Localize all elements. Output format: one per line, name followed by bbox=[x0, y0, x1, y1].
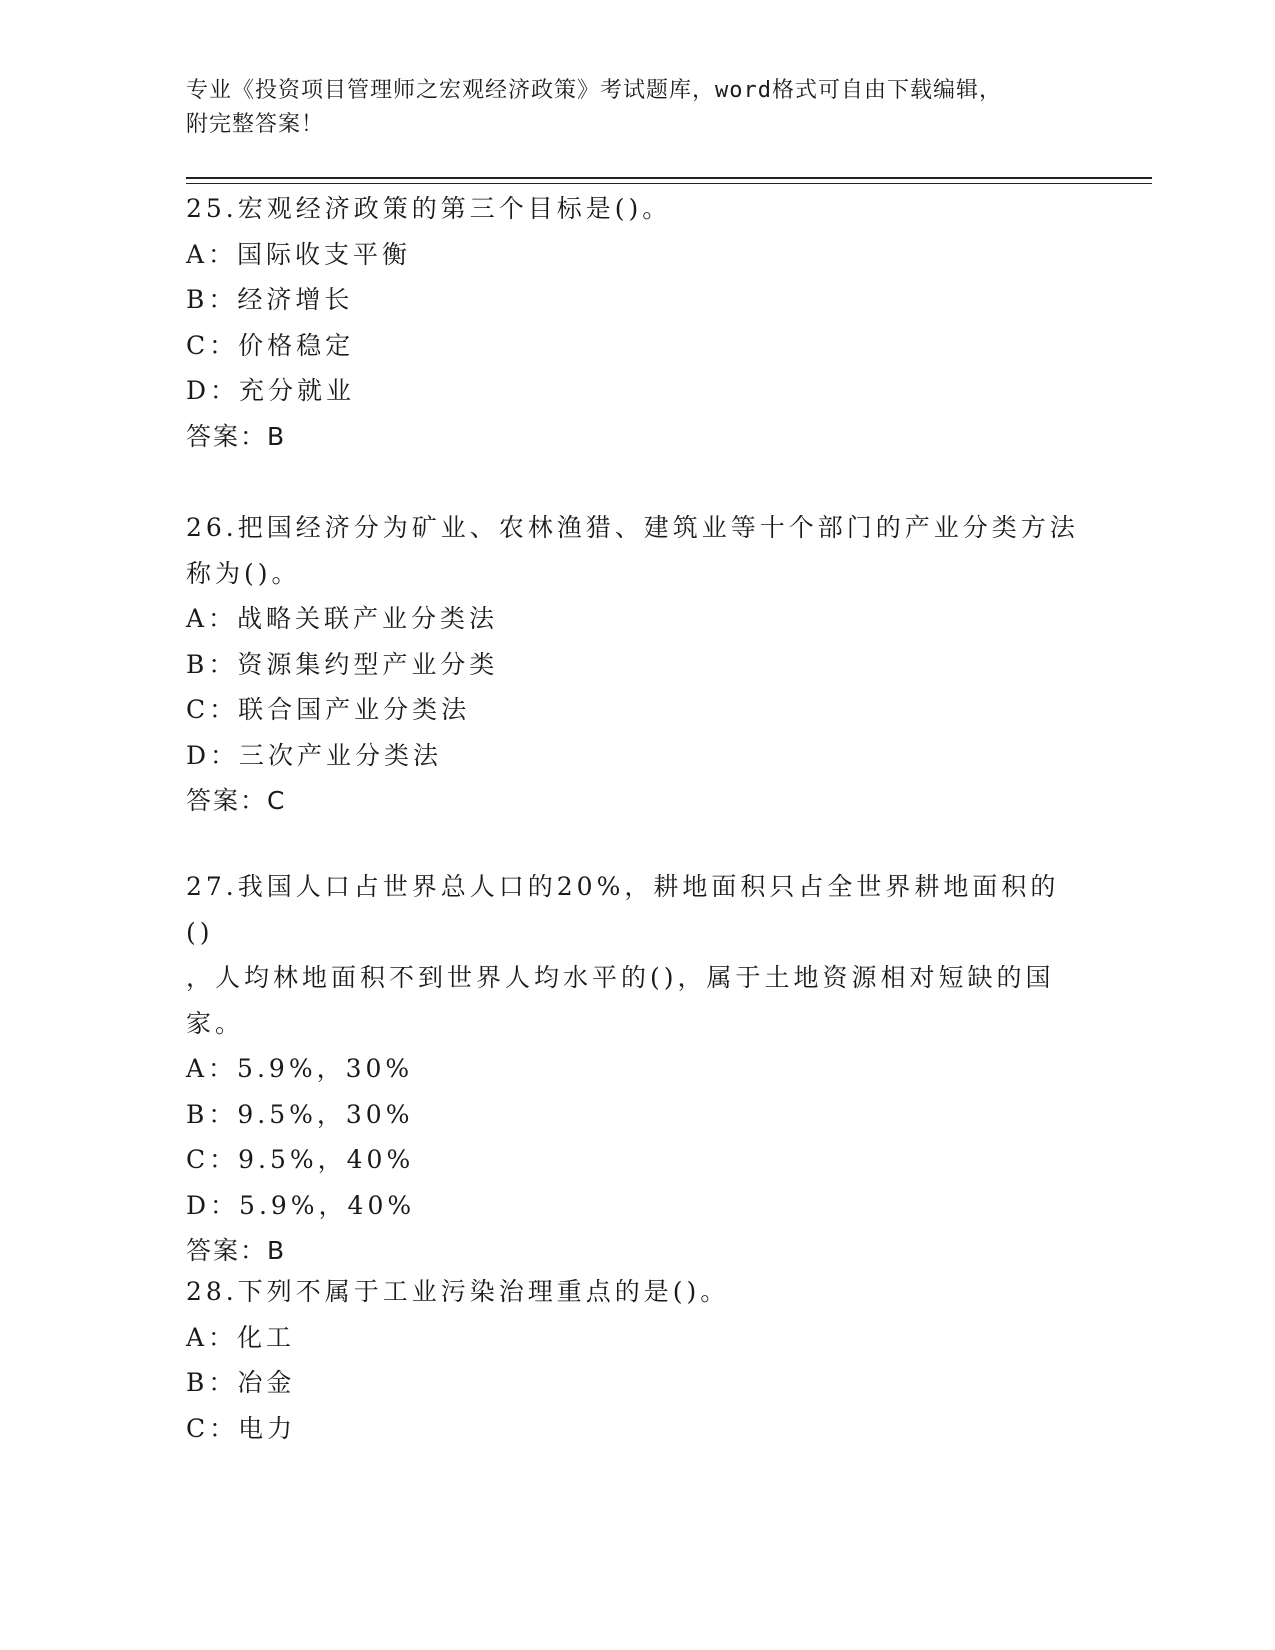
question-26 bbox=[186, 505, 1086, 824]
question-27 bbox=[186, 864, 1086, 1274]
question-stem: 28.下列不属于工业污染治理重点的是()。 bbox=[186, 1277, 730, 1306]
question-28 bbox=[186, 1269, 1086, 1451]
question-stem-line-1: 26.把国经济分为矿业、农林渔猎、建筑业等十个部门的产业分类方法 bbox=[186, 513, 1079, 542]
option-a: A：国际收支平衡 bbox=[186, 239, 412, 269]
question-stem: 25.宏观经济政策的第三个目标是()。 bbox=[186, 194, 672, 223]
option-a: A：5.9%，30% bbox=[186, 1054, 414, 1083]
option-a: A：战略关联产业分类法 bbox=[186, 604, 499, 633]
option-d: D：5.9%，40% bbox=[186, 1190, 416, 1220]
header-line-1: 专业《投资项目管理师之宏观经济政策》考试题库，word格式可自由下载编辑， bbox=[186, 78, 1002, 103]
option-a: A：化工 bbox=[186, 1322, 296, 1352]
question-stem-line-3: 家。 bbox=[186, 1008, 245, 1038]
option-c: C：价格稳定 bbox=[186, 330, 355, 360]
question-stem-line-2: ，人均林地面积不到世界人均水平的()，属于土地资源相对短缺的国 bbox=[186, 963, 1055, 992]
header-divider-thick bbox=[186, 177, 1152, 179]
answer-label: 答案：B bbox=[186, 421, 287, 451]
answer-label: 答案：B bbox=[186, 1236, 287, 1265]
question-stem-line-2: 称为()。 bbox=[186, 558, 301, 588]
header-divider-thin bbox=[186, 183, 1152, 184]
option-c: C：联合国产业分类法 bbox=[186, 695, 471, 724]
option-d: D：充分就业 bbox=[186, 376, 356, 405]
option-b: B：经济增长 bbox=[186, 285, 354, 314]
answer-label: 答案：C bbox=[186, 786, 287, 815]
option-c: C：电力 bbox=[186, 1413, 297, 1443]
option-c: C：9.5%，40% bbox=[186, 1145, 415, 1174]
header-line-2: 附完整答案！ bbox=[186, 112, 325, 137]
document-header bbox=[186, 74, 1066, 142]
option-d: D：三次产业分类法 bbox=[186, 740, 443, 770]
option-b: B：资源集约型产业分类 bbox=[186, 649, 499, 679]
option-b: B：9.5%，30% bbox=[186, 1099, 414, 1129]
option-b: B：冶金 bbox=[186, 1368, 296, 1397]
question-stem-line-1: 27.我国人口占世界总人口的20%，耕地面积只占全世界耕地面积的() bbox=[186, 872, 1060, 947]
question-25 bbox=[186, 186, 1086, 459]
